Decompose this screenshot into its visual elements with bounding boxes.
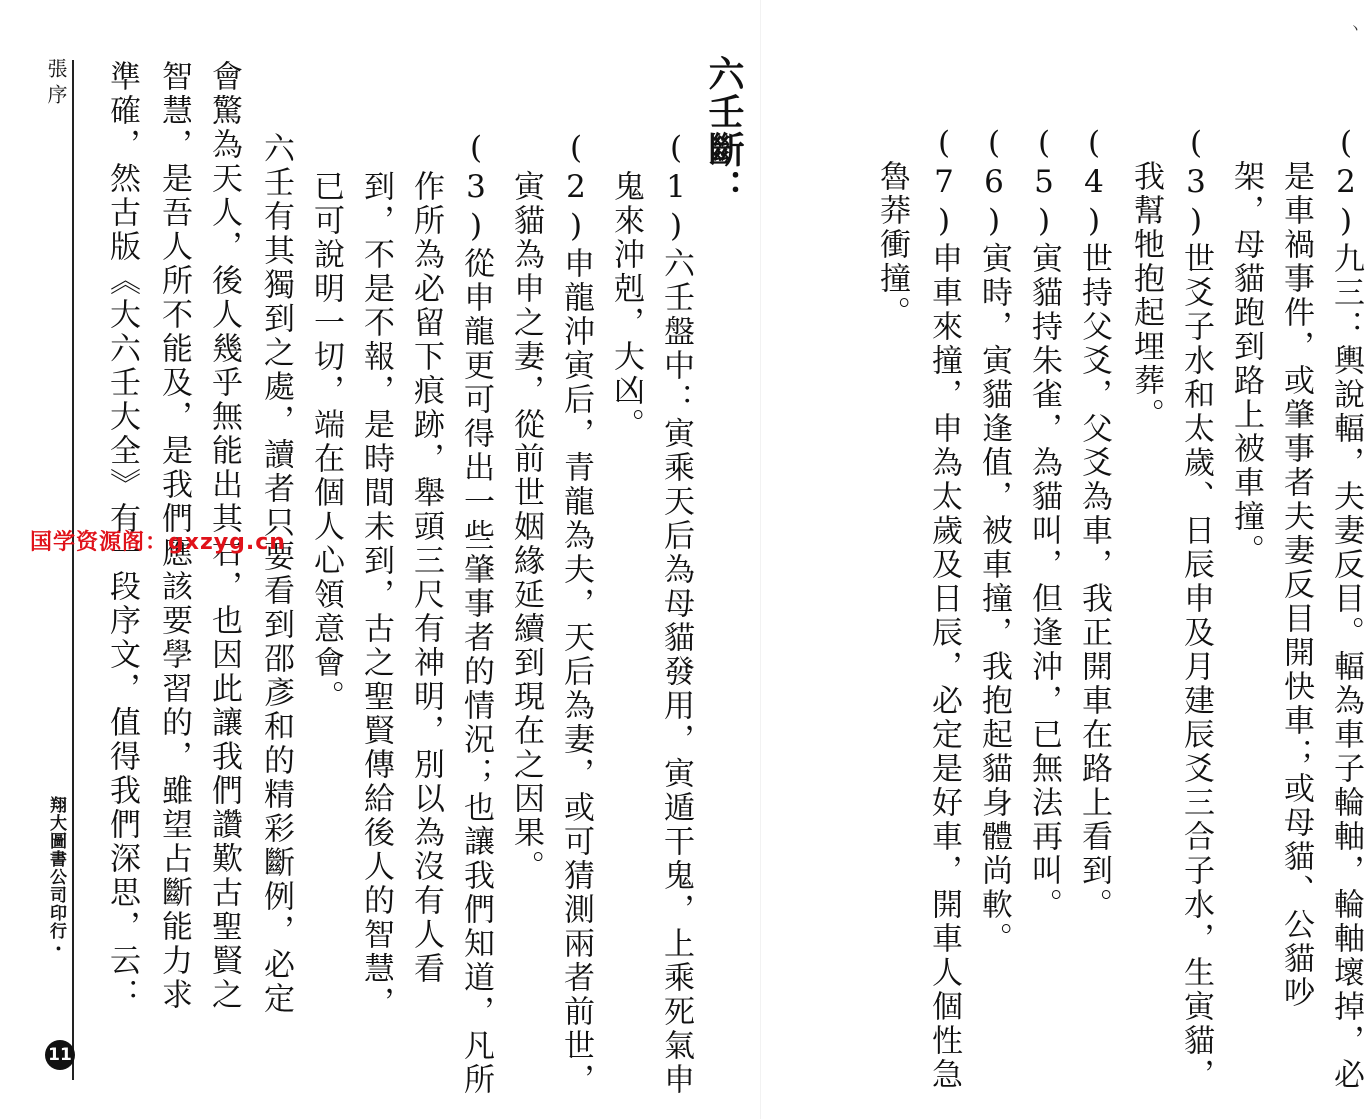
note-right-line-10: (2)九三：輿說輻，夫妻反目。輻為車子輪軸，輪軸壞掉，必 (1328, 125, 1364, 1092)
preface-line-4: 六壬有其獨到之處，讀者只要看到邵彥和的精彩斷例，必定 (258, 132, 294, 1016)
note-right-line-1: 魯莽衝撞。 (874, 160, 910, 330)
note-right-line-9: 是車禍事件，或肇事者夫妻反目開快車；或母貓、公貓吵 (1278, 160, 1314, 1010)
note-right-line-3: (6)寅時，寅貓逢值，被車撞，我抱起貓身體尚軟。 (976, 125, 1012, 956)
preface-line-2: 智慧，是吾人所不能及，是我們應該要學習的，雖望占斷能力求 (156, 60, 192, 1012)
note-left-line-2: 到，不是不報，是時間未到，古之聖賢傳給後人的智慧， (358, 170, 394, 1020)
preface-line-1: 準確，然古版《大六壬大全》有一段序文，值得我們深思，云： (104, 60, 140, 1012)
note-left-line-6: (2)申龍沖寅后，青龍為夫，天后為妻，或可猜測兩者前世， (558, 130, 594, 1097)
note-right-line-5: (4)世持父爻，父爻為車，我正開車在路上看到。 (1076, 125, 1112, 922)
note-left-line-7: 鬼來沖剋，大凶。 (608, 170, 644, 442)
note-left-line-5: 寅貓為申之妻，從前世姻緣延續到現在之因果。 (508, 170, 544, 884)
note-left-line-4: (3)從申龍更可得出一些肇事者的情況；也讓我們知道，凡所 (458, 130, 494, 1097)
preface-line-3: 會驚為天人，後人幾乎無能出其右，也因此讓我們讚歎古聖賢之 (206, 60, 242, 1012)
right-page (760, 0, 1365, 1119)
note-right-line-4: (5)寅貓持朱雀，為貓叫，但逢沖，已無法再叫。 (1026, 125, 1062, 922)
note-right-line-6: 我幫牠抱起埋葬。 (1128, 160, 1164, 432)
note-right-line-2: (7)申車來撞，申為太歲及日辰，必定是好車，開車人個性急 (926, 125, 962, 1092)
note-left-line-8: (1)六壬盤中：寅乘天后為母貓發用，寅遁干鬼，上乘死氣申 (658, 130, 694, 1097)
page-number: 11 (45, 1040, 75, 1070)
publisher-imprint: 翔大圖書公司印行・ (46, 796, 66, 958)
note-left-line-1: 已可說明一切，端在個人心領意會。 (308, 170, 344, 714)
note-right-line-7: (3)世爻子水和太歲、日辰申及月建辰爻三合子水，生寅貓， (1178, 125, 1214, 1092)
margin-rule (72, 60, 74, 1080)
sidebar-header: 張序 (44, 58, 68, 110)
watermark: 国学资源阁：gxzyg.cn (30, 530, 286, 555)
note-left-line-3: 作所為必留下痕跡，舉頭三尺有神明，別以為沒有人看 (408, 170, 444, 986)
corner-mark: ヽ (1348, 21, 1362, 37)
note-right-line-8: 架，母貓跑到路上被車撞。 (1228, 160, 1264, 568)
section-heading: 六壬斷： (703, 55, 745, 207)
